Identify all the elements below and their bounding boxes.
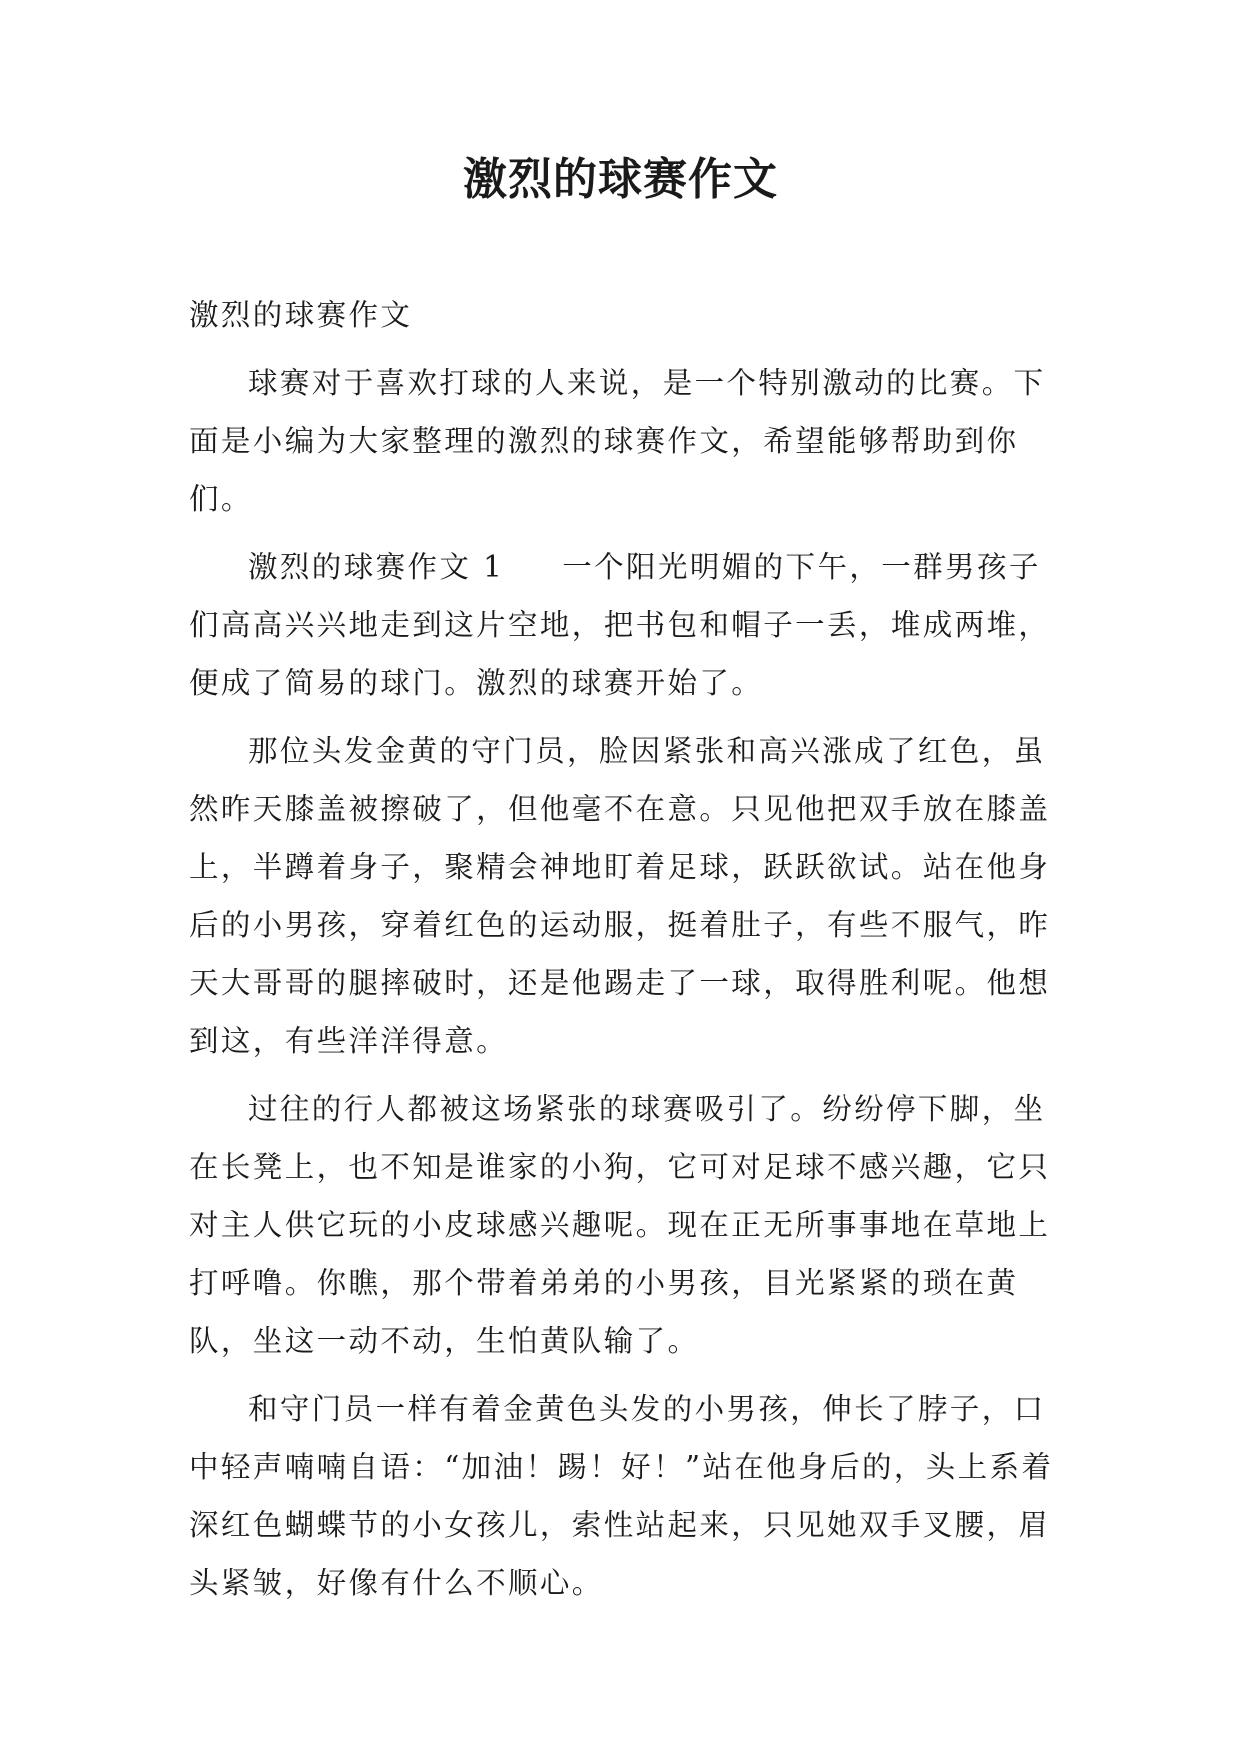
essay-1-first-paragraph [189, 538, 1059, 712]
document-subtitle: 激烈的球赛作文 [189, 298, 413, 332]
essay-paragraph: 过往的行人都被这场紧张的球赛吸引了。纷纷停下脚，坐在长凳上，也不知是谁家的小狗，它可对足球不感兴趣，它只对主人供它玩的小皮球感兴趣呢。现在正无所事事地在草地上打呼噜。你瞧，那个带着弟弟的小男孩，目光紧紧的琐在黄队，坐这一动不动，生怕黄队输了。 [189, 1092, 1051, 1358]
essay-paragraph: 和守门员一样有着金黄色头发的小男孩，伸长了脖子，口中轻声喃喃自语：“加油！踢！好！”站在他身后的，头上系着深红色蝴蝶节的小女孩儿，索性站起来，只见她双手叉腰，眉头紧皱，好像有什么不顺心。 [189, 1392, 1054, 1600]
essay-paragraph-text: 一个阳光明媚的下午，一群男孩子们高高兴兴地走到这片空地，把书包和帽子一丢，堆成两堆，便成了简易的球门。激烈的球赛开始了。 [189, 550, 1051, 700]
document-body [189, 286, 1059, 1612]
intro-paragraph: 球赛对于喜欢打球的人来说，是一个特别激动的比赛。下面是小编为大家整理的激烈的球赛作文，希望能够帮助到你们。 [189, 366, 1046, 516]
document-title: 激烈的球赛作文 [463, 154, 778, 205]
essay-paragraph: 那位头发金黄的守门员，脸因紧张和高兴涨成了红色，虽然昨天膝盖被擦破了，但他毫不在意。只见他把双手放在膝盖上，半蹲着身子，聚精会神地盯着足球，跃跃欲试。站在他身后的小男孩，穿着红色的运动服，挺着肚子，有些不服气，昨天大哥哥的腿摔破时，还是他踢走了一球，取得胜利呢。他想到这，有些洋洋得意。 [189, 734, 1051, 1058]
essay-heading: 激烈的球赛作文 1 [248, 550, 505, 584]
